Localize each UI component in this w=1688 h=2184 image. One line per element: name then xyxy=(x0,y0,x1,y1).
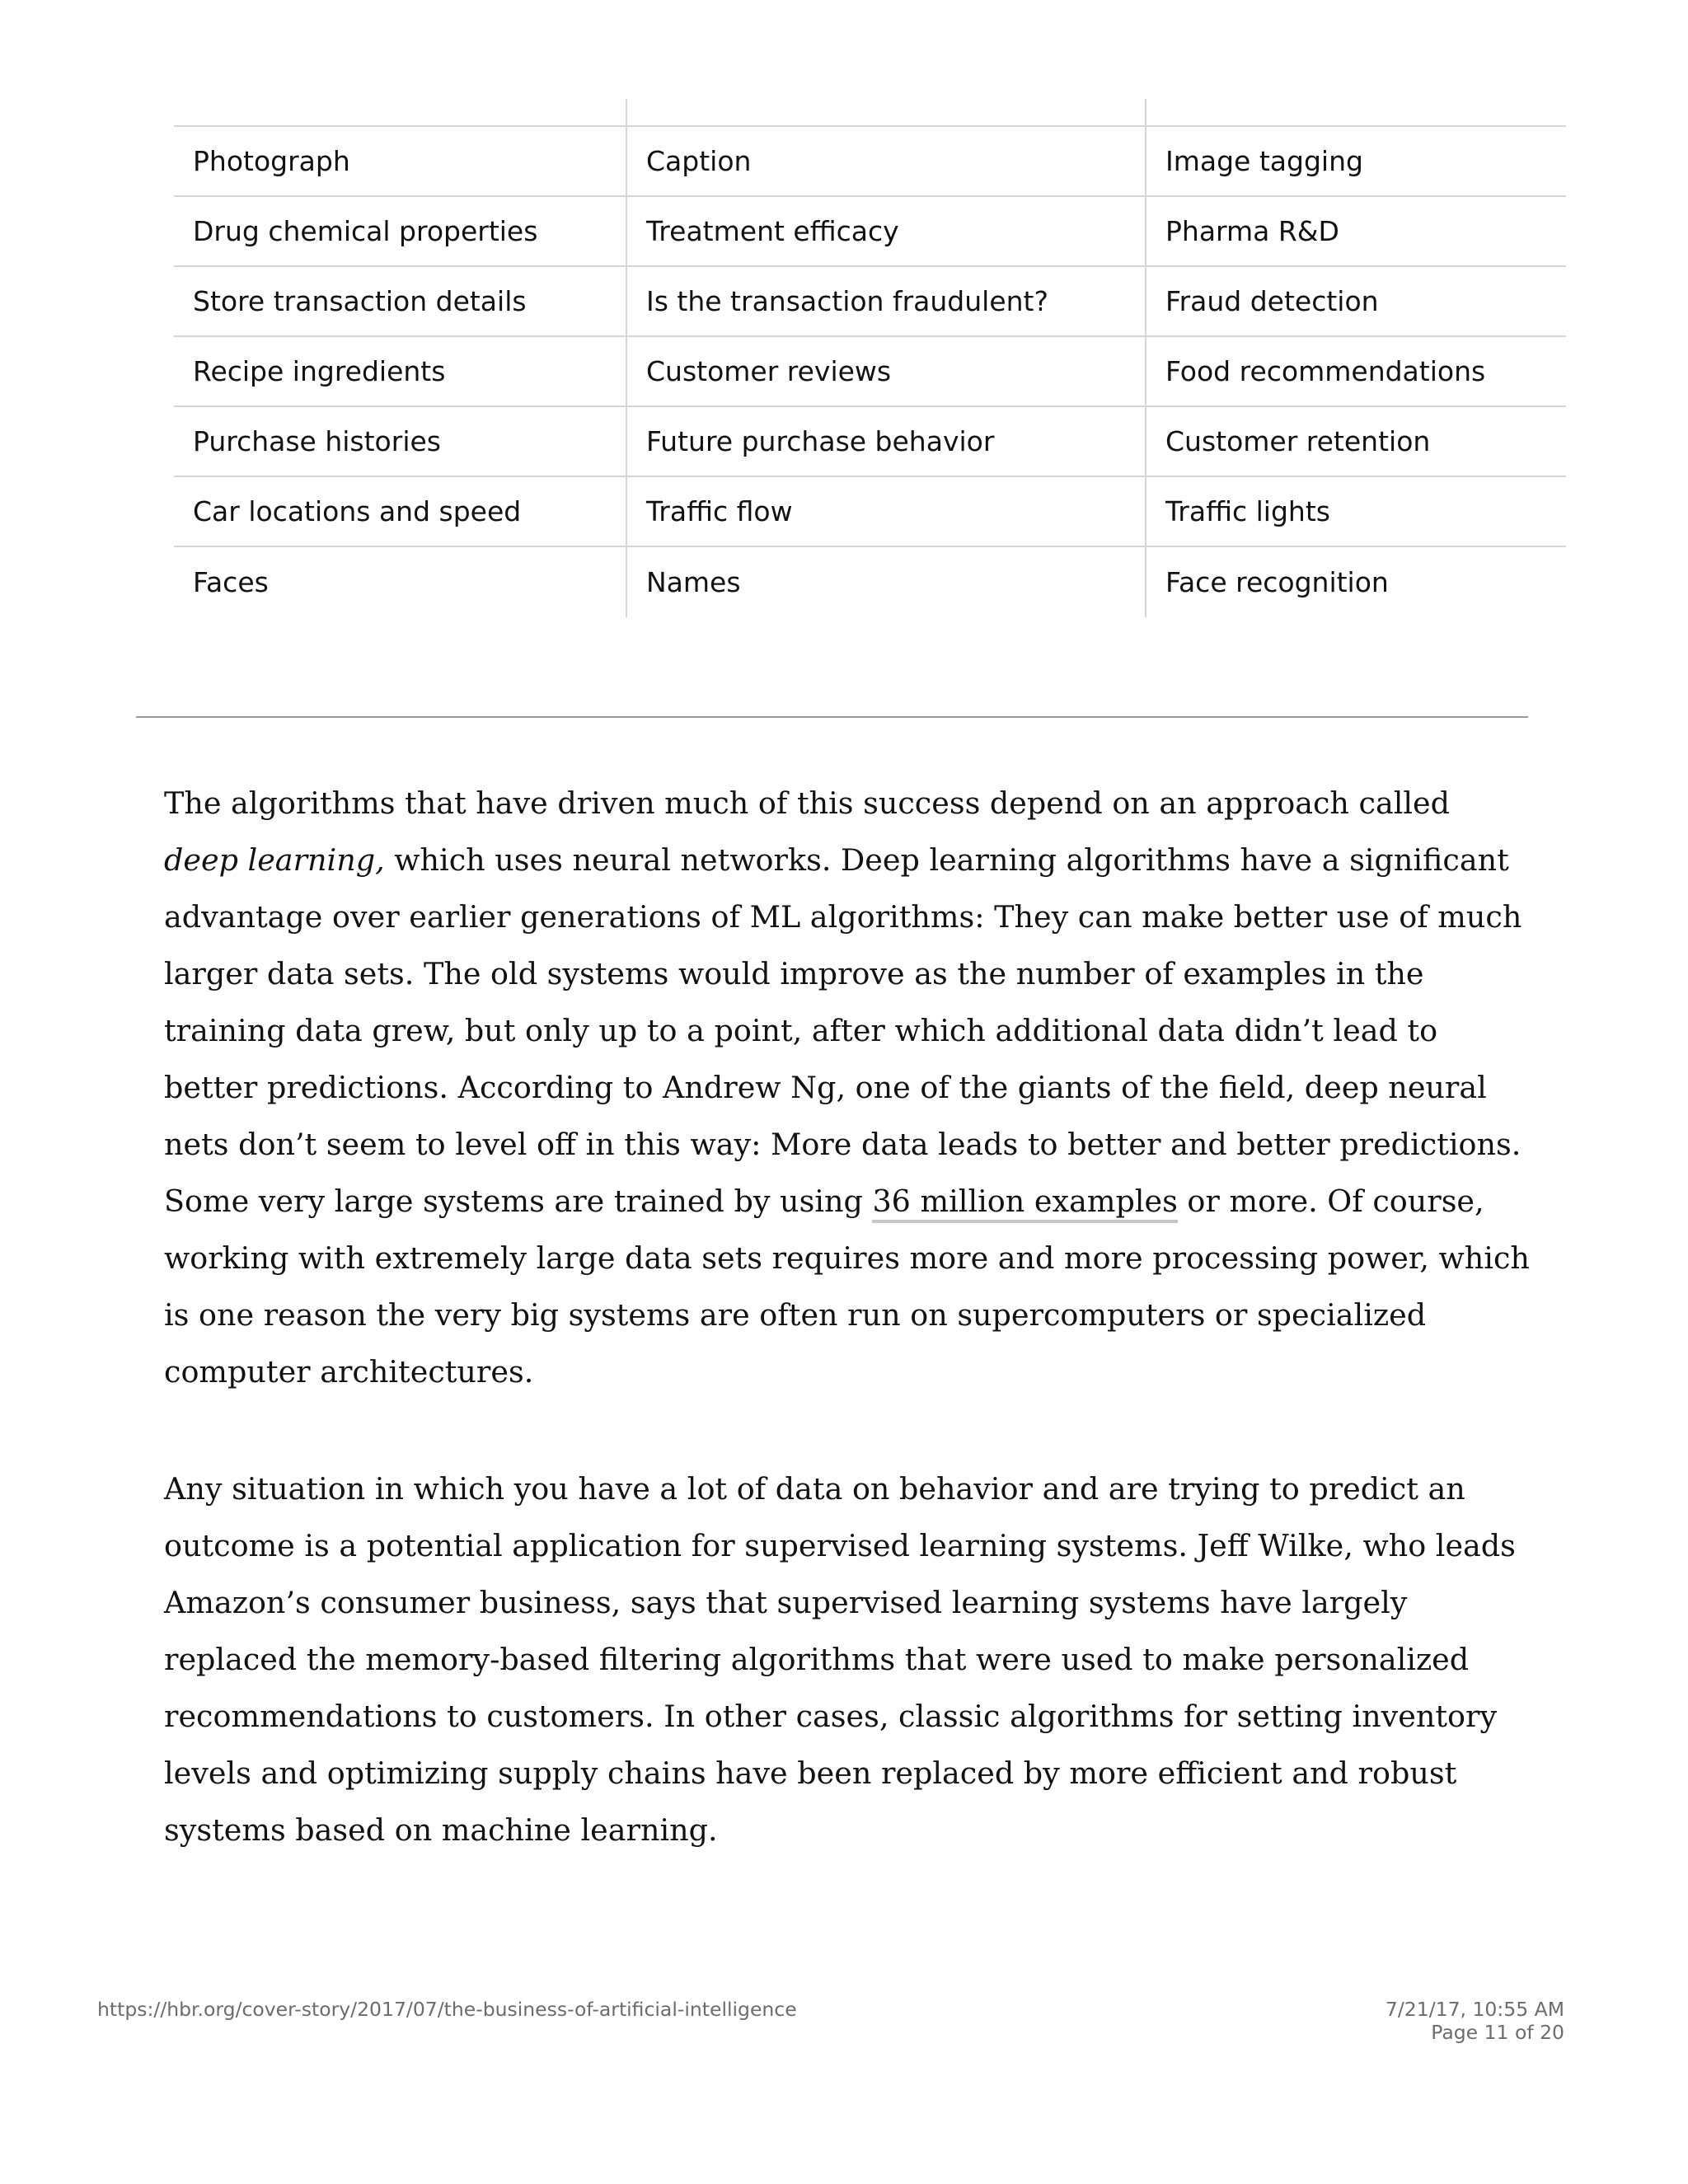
paragraph: Any situation in which you have a lot of data on behavior and are trying to predict an outcome is a potential application for supervised learning systems. Jeff Wilke, who leads Amazon’s consumer business, says that supervised learning systems have largely replaced the memory-based filtering algorithms that were used to make personalized recommendations to customers. In other cases, classic algorithms for setting inventory levels and optimizing supply chains have been replaced by more efficient and robust systems based on machine learning. xyxy=(164,1471,1516,1848)
table-row xyxy=(174,197,1566,267)
table-cell-application: Image tagging xyxy=(1145,127,1566,195)
table-cell-application: Face recognition xyxy=(1145,547,1566,617)
table-cell-output: Is the transaction fraudulent? xyxy=(626,267,1145,335)
section-divider xyxy=(136,716,1528,718)
table-row xyxy=(174,337,1566,407)
table-cell-output: Names xyxy=(626,547,1145,617)
table-cell-application: Traffic lights xyxy=(1145,477,1566,546)
data-table xyxy=(174,99,1566,617)
footer-datetime: 7/21/17, 10:55 AM xyxy=(1385,1998,1564,2021)
emphasis-text: deep learning, xyxy=(164,842,385,878)
table-row xyxy=(174,127,1566,197)
footer-page-number: Page 11 of 20 xyxy=(1431,2021,1564,2044)
table-cell-input: Photograph xyxy=(193,145,350,177)
footer-page-info xyxy=(1386,1998,1564,2044)
article-body xyxy=(164,775,1532,1858)
36-million-examples-link[interactable]: 36 million examples xyxy=(872,1183,1177,1223)
table-cell-input: Recipe ingredients xyxy=(193,355,446,387)
table-cell-output: Treatment efficacy xyxy=(626,197,1145,265)
table-row xyxy=(174,477,1566,547)
table-cell-input: Car locations and speed xyxy=(193,495,522,527)
table-header xyxy=(174,99,1566,127)
paragraph-text: which uses neural networks. Deep learning algorithms have a significant advantage over earlier generations of ML algorithms: They can make better use of much larger data sets. The old systems would improve as the number of examples in the training data grew, but only up to a point, after which additional data didn’t lead to better predictions. According to Andrew Ng, one of the giants of the field, deep neural nets don’t seem to level off in this way: More data leads to better and better predictions. Some very large systems are trained by using xyxy=(164,842,1522,1219)
header-cell xyxy=(174,99,626,125)
footer-url: https://hbr.org/cover-story/2017/07/the-business-of-artificial-intelligence xyxy=(97,1998,797,2021)
table-cell-application: Food recommendations xyxy=(1145,337,1566,405)
table-cell-output: Future purchase behavior xyxy=(626,407,1145,476)
paragraph xyxy=(164,775,1532,1400)
table-cell-input: Drug chemical properties xyxy=(193,215,538,247)
table-cell-output: Caption xyxy=(626,127,1145,195)
table-row xyxy=(174,267,1566,337)
table-row xyxy=(174,547,1566,617)
paragraph-text: The algorithms that have driven much of this success depend on an approach called xyxy=(164,785,1451,821)
table-cell-output: Customer reviews xyxy=(626,337,1145,405)
header-cell xyxy=(1145,99,1566,125)
paragraph-text: or more. Of course, working with extremely large data sets requires more and more processing power, which is one reason the very big systems are often run on supercomputers or specialized computer architectures. xyxy=(164,1183,1530,1390)
table-cell-output: Traffic flow xyxy=(626,477,1145,546)
table-cell-application: Pharma R&D xyxy=(1145,197,1566,265)
table-cell-application: Customer retention xyxy=(1145,407,1566,476)
table-cell-input: Purchase histories xyxy=(193,425,441,457)
table-row xyxy=(174,407,1566,477)
table-cell-input: Store transaction details xyxy=(193,285,527,317)
table-cell-application: Fraud detection xyxy=(1145,267,1566,335)
header-cell xyxy=(626,99,1145,125)
table-cell-input: Faces xyxy=(193,566,269,598)
